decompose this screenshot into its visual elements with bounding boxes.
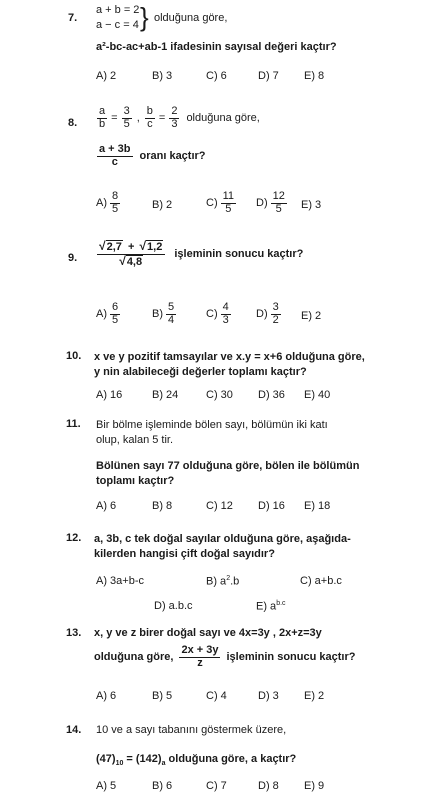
q11-option-a[interactable]: A) 6 [96, 500, 117, 512]
q7-option-b[interactable]: B) 3 [152, 70, 173, 82]
q9-option-e[interactable]: E) 2 [301, 310, 322, 322]
q8-ratio: $\frac{a + 3b}{c}$ [99, 143, 131, 168]
q14-option-d[interactable]: D) 8 [258, 780, 279, 792]
q7-eq2: a − c = 4 [96, 19, 139, 31]
q10-option-e[interactable]: E) 40 [304, 389, 331, 401]
q10-option-a[interactable]: A) 16 [96, 389, 123, 401]
q8-frac-ab: $\frac{a}{b}$ [99, 105, 106, 130]
q10-option-d[interactable]: D) 36 [258, 389, 285, 401]
q12-option-a[interactable]: A) 3a+b-c [96, 575, 144, 587]
q14-option-c[interactable]: C) 7 [206, 780, 227, 792]
q8-question: $\frac{a + 3b}{c}$ oranı kaçtır? [99, 143, 206, 168]
q13-number: 13. [66, 627, 82, 639]
q13-option-c[interactable]: C) 4 [206, 690, 227, 702]
q8-option-b[interactable]: B) 2 [152, 199, 173, 211]
q7-question: a²-bc-ac+ab-1 ifadesinin sayısal değeri kaçtır? [96, 41, 337, 53]
q8-option-d[interactable]: D) $\frac{12}{5}$ [256, 190, 285, 215]
q14-question: $(47)_{10} = (142)_a$ olduğuna göre, a kaçtır? [96, 753, 297, 768]
q13-option-a[interactable]: A) 6 [96, 690, 117, 702]
q12-option-b[interactable]: B) $a^2.b$ [206, 575, 240, 588]
q12-option-c[interactable]: C) a+b.c [300, 575, 342, 587]
q14-option-a[interactable]: A) 5 [96, 780, 117, 792]
q9-question: işleminin sonucu kaçtır? [174, 248, 304, 261]
q12-number: 12. [66, 532, 82, 544]
q7-option-d[interactable]: D) 7 [258, 70, 279, 82]
q8-number: 8. [68, 117, 78, 129]
q7-option-c[interactable]: C) 6 [206, 70, 227, 82]
q10-option-b[interactable]: B) 24 [152, 389, 179, 401]
q13-option-e[interactable]: E) 2 [304, 690, 325, 702]
q13-option-d[interactable]: D) 3 [258, 690, 279, 702]
q7-system [96, 3, 139, 33]
q12-option-d[interactable]: D) a.b.c [154, 600, 193, 612]
q8-option-a[interactable]: A) $\frac{8}{5}$ [96, 190, 119, 215]
q9-option-b[interactable]: B) $\frac{5}{4}$ [152, 301, 175, 326]
q11-number: 11. [66, 418, 81, 430]
q7-number: 7. [68, 12, 78, 24]
q11-stem: Bir bölme işleminde bölen sayı, bölümün iki katı olup, kalan 5 tir. [96, 419, 328, 446]
q13-question: olduğuna göre, $\frac{2x + 3y}{z}$ işleminin sonucu kaçtır? [94, 644, 356, 669]
q7-option-e[interactable]: E) 8 [304, 70, 325, 82]
q8-options [96, 191, 336, 223]
q14-option-e[interactable]: E) 9 [304, 780, 325, 792]
q14-stem: 10 ve a sayı tabanını göstermek üzere, [96, 724, 287, 736]
q9-option-c[interactable]: C) $\frac{4}{3}$ [206, 301, 229, 326]
q10-option-c[interactable]: C) 30 [206, 389, 233, 401]
q9-option-d[interactable]: D) $\frac{3}{2}$ [256, 301, 279, 326]
q8-frac-bc: $\frac{b}{c}$ [146, 105, 153, 130]
q12-option-e[interactable]: E) $a^{b.c}$ [256, 600, 286, 613]
q8-given-expr: $\frac{a}{b}$ = $\frac{3}{5}$ , $\frac{b}{c}$ = $\frac{2}{3}$ olduğuna göre, [99, 105, 260, 130]
q8-given: olduğuna göre, [186, 112, 260, 125]
q13-stem: x, y ve z birer doğal sayı ve 4x=3y , 2x+z=3y [94, 627, 322, 639]
q11-option-e[interactable]: E) 18 [304, 500, 331, 512]
q9-option-a[interactable]: A) $\frac{6}{5}$ [96, 301, 119, 326]
q11-question: Bölünen sayı 77 olduğuna göre, bölen ile bölümün toplamı kaçtır? [96, 460, 360, 487]
q7-given: olduğuna göre, [154, 12, 228, 24]
q7-brace: } [140, 2, 149, 32]
q9-expression [96, 240, 303, 268]
q10-question: x ve y pozitif tamsayılar ve x.y = x+6 olduğuna göre, y nin alabileceği değerler toplamı kaçtır? [94, 351, 365, 378]
q11-option-c[interactable]: C) 12 [206, 500, 233, 512]
q8-frac-35: $\frac{3}{5}$ [123, 105, 130, 130]
q13-fraction: $\frac{2x + 3y}{z}$ [181, 644, 219, 669]
q7-eq1: a + b = 2 [96, 4, 140, 16]
q8-option-c[interactable]: C) $\frac{11}{5}$ [206, 190, 235, 215]
q13-option-b[interactable]: B) 5 [152, 690, 173, 702]
q10-number: 10. [66, 350, 82, 362]
q9-number: 9. [68, 252, 78, 264]
q14-number: 14. [66, 724, 82, 736]
q11-option-d[interactable]: D) 16 [258, 500, 285, 512]
q14-option-b[interactable]: B) 6 [152, 780, 173, 792]
q9-radical-fraction: $\frac{√2,7 + √1,2}{√4,8}$ [97, 240, 165, 268]
q8-frac-23: $\frac{2}{3}$ [171, 105, 178, 130]
q9-options [96, 302, 336, 334]
q8-option-e[interactable]: E) 3 [301, 199, 322, 211]
q7-option-a[interactable]: A) 2 [96, 70, 117, 82]
q12-question: a, 3b, c tek doğal sayılar olduğuna göre, aşağıda- kilerden hangisi çift doğal sayıdır? [94, 533, 351, 560]
q11-option-b[interactable]: B) 8 [152, 500, 173, 512]
